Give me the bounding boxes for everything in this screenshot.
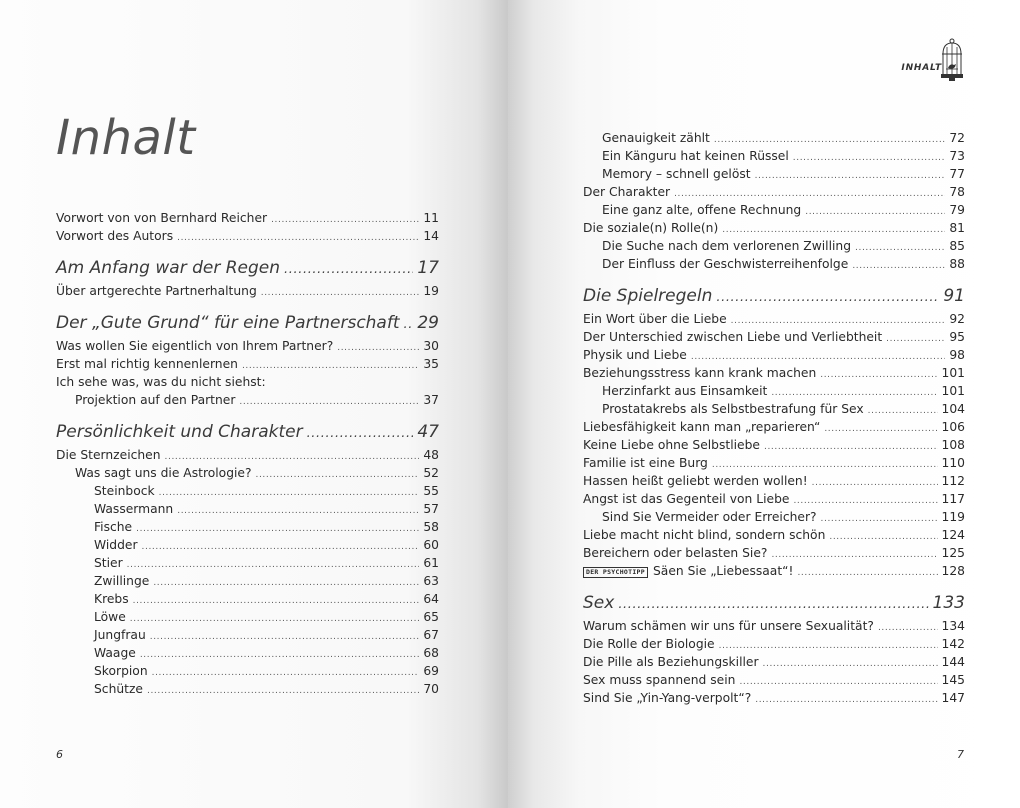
- entry-label: Vorwort von von Bernhard Reicher: [56, 211, 268, 225]
- toc-entry: [583, 653, 965, 671]
- toc-entry: [56, 680, 439, 698]
- page-number-left: 6: [56, 748, 63, 761]
- entry-title: [583, 418, 820, 436]
- entry-title: [94, 554, 123, 572]
- entry-label: Stier: [94, 556, 123, 570]
- toc-entry: [583, 364, 965, 382]
- page-ref: 58: [423, 520, 439, 534]
- entry-label: Beziehungsstress kann krank machen: [583, 366, 817, 380]
- entry-label: Zwillinge: [94, 574, 150, 588]
- toc-entry: [583, 544, 965, 562]
- page-ref: 119: [941, 510, 965, 524]
- page-ref: 81: [949, 221, 965, 235]
- entry-label: Die Spielregeln: [583, 286, 713, 306]
- dot-leader: [797, 564, 937, 582]
- toc-entry: [583, 129, 965, 147]
- entry-title: [602, 255, 848, 273]
- psychotipp-tag: DER PSYCHOTIPP: [583, 567, 648, 578]
- dot-leader: [177, 229, 419, 247]
- toc-section-heading: [583, 284, 965, 308]
- entry-label: Skorpion: [94, 664, 148, 678]
- page-ref: 19: [423, 284, 439, 298]
- dot-leader: [716, 286, 939, 310]
- entry-label: Säen Sie „Liebessaat“!: [653, 564, 794, 578]
- toc-entry: [583, 689, 965, 707]
- toc-entry: [583, 562, 965, 580]
- toc-entry: [56, 355, 439, 373]
- entry-label: Was sagt uns die Astrologie?: [75, 466, 252, 480]
- section-title: [56, 420, 303, 444]
- section-title: [583, 591, 614, 615]
- toc-entry: [56, 282, 439, 300]
- entry-label: Der Einfluss der Geschwisterreihenfolge: [602, 257, 849, 271]
- dot-leader: [618, 593, 928, 617]
- toc-entry: [583, 328, 965, 346]
- entry-label: Schütze: [94, 682, 143, 696]
- entry-label: Jungfrau: [94, 628, 146, 642]
- entry-label: Projektion auf den Partner: [75, 393, 236, 407]
- toc-left: [56, 209, 439, 698]
- toc-entry: [56, 482, 439, 500]
- entry-title: [94, 680, 143, 698]
- right-page: [508, 0, 1020, 808]
- dot-leader: [878, 619, 938, 637]
- entry-label: Waage: [94, 646, 136, 660]
- entry-title: [56, 373, 266, 391]
- toc-entry: [583, 400, 965, 418]
- toc-entry: [583, 346, 965, 364]
- entry-title: [94, 590, 129, 608]
- entry-label: Genauigkeit zählt: [602, 131, 710, 145]
- toc-entry: [56, 554, 439, 572]
- page-ref: 72: [949, 131, 965, 145]
- entry-title: [75, 464, 252, 482]
- toc-section-heading: [56, 420, 439, 444]
- entry-label: Die soziale(n) Rolle(n): [583, 221, 719, 235]
- page-ref: 147: [941, 691, 965, 705]
- entry-title: [56, 355, 238, 373]
- page-ref: 134: [941, 619, 965, 633]
- dot-leader: [852, 257, 945, 275]
- dot-leader: [763, 655, 938, 673]
- toc-entry: [56, 446, 439, 464]
- page-ref: 61: [423, 556, 439, 570]
- toc-entry: [56, 644, 439, 662]
- page-ref: 52: [423, 466, 439, 480]
- running-header: INHALT: [901, 63, 942, 73]
- page-ref: 70: [423, 682, 439, 696]
- dot-leader: [177, 502, 419, 520]
- dot-leader: [307, 422, 414, 446]
- toc-entry: [56, 500, 439, 518]
- toc-entry: [56, 337, 439, 355]
- entry-title: [583, 472, 808, 490]
- page-ref: 88: [949, 257, 965, 271]
- entry-label: Herzinfarkt aus Einsamkeit: [602, 384, 768, 398]
- entry-label: Physik und Liebe: [583, 348, 687, 362]
- entry-title: [94, 626, 146, 644]
- toc-entry: [583, 237, 965, 255]
- entry-label: Keine Liebe ohne Selbstliebe: [583, 438, 760, 452]
- dot-leader: [256, 466, 420, 484]
- page-ref: 57: [423, 502, 439, 516]
- entry-title: [583, 364, 816, 382]
- page-ref: 128: [941, 564, 965, 578]
- dot-leader: [805, 203, 945, 221]
- toc-entry: [583, 147, 965, 165]
- toc-entry: [583, 183, 965, 201]
- entry-label: Erst mal richtig kennenlernen: [56, 357, 238, 371]
- page-ref: 108: [941, 438, 965, 452]
- page-ref: 142: [941, 637, 965, 651]
- entry-label: Angst ist das Gegenteil von Liebe: [583, 492, 790, 506]
- toc-entry: [56, 626, 439, 644]
- dot-leader: [159, 484, 420, 502]
- entry-label: Am Anfang war der Regen: [56, 258, 281, 278]
- entry-title: [94, 662, 148, 680]
- dot-leader: [820, 366, 937, 384]
- toc-entry: [583, 617, 965, 635]
- page-ref: 14: [423, 229, 439, 243]
- entry-title: [94, 572, 149, 590]
- toc-entry: [583, 219, 965, 237]
- entry-title: [583, 653, 759, 671]
- page-ref: 47: [417, 422, 439, 442]
- toc-entry: [583, 508, 965, 526]
- page-ref: 110: [941, 456, 965, 470]
- page-ref: 77: [949, 167, 965, 181]
- page-ref: 124: [941, 528, 965, 542]
- page-ref: 67: [423, 628, 439, 642]
- entry-label: Widder: [94, 538, 138, 552]
- toc-entry: [583, 201, 965, 219]
- entry-label: Ein Wort über die Liebe: [583, 312, 727, 326]
- birdcage-icon: [940, 38, 964, 82]
- toc-section-heading: [583, 591, 965, 615]
- entry-label: Persönlichkeit und Charakter: [56, 422, 303, 442]
- toc-entry: [583, 165, 965, 183]
- page-ref: 65: [423, 610, 439, 624]
- toc-entry: [583, 418, 965, 436]
- page-ref: 101: [941, 384, 965, 398]
- dot-leader: [821, 510, 938, 528]
- entry-label: Sind Sie Vermeider oder Erreicher?: [602, 510, 817, 524]
- toc-entry: [56, 518, 439, 536]
- entry-title: [94, 536, 138, 554]
- entry-title: [56, 446, 161, 464]
- left-page: [0, 0, 508, 808]
- entry-title: [583, 562, 793, 580]
- entry-label: Bereichern oder belasten Sie?: [583, 546, 768, 560]
- entry-title: [602, 382, 767, 400]
- page-ref: 106: [941, 420, 965, 434]
- entry-label: Der Charakter: [583, 185, 671, 199]
- dot-leader: [271, 211, 419, 229]
- toc-entry: [583, 382, 965, 400]
- dot-leader: [150, 628, 420, 646]
- page-ref: 85: [949, 239, 965, 253]
- page-ref: 78: [949, 185, 965, 199]
- dot-leader: [284, 258, 413, 282]
- dot-leader: [239, 393, 419, 411]
- page-ref: 68: [423, 646, 439, 660]
- entry-title: [94, 518, 132, 536]
- entry-title: [583, 328, 882, 346]
- entry-label: Die Pille als Beziehungskiller: [583, 655, 759, 669]
- dot-leader: [136, 520, 419, 538]
- dot-leader: [771, 546, 937, 564]
- entry-title: [56, 227, 173, 245]
- page-number-right: 7: [957, 748, 964, 761]
- toc-entry: [56, 608, 439, 626]
- page-title: Inhalt: [56, 110, 196, 166]
- page-ref: 91: [943, 286, 965, 306]
- entry-label: Sex: [583, 593, 615, 613]
- toc-entry: [583, 635, 965, 653]
- entry-label: Krebs: [94, 592, 129, 606]
- entry-title: [602, 147, 789, 165]
- toc-entry: [583, 436, 965, 454]
- entry-title: [583, 671, 735, 689]
- dot-leader: [886, 330, 945, 348]
- toc-entry: [583, 526, 965, 544]
- page-ref: 98: [949, 348, 965, 362]
- page-ref: 29: [417, 313, 439, 333]
- entry-title: [56, 337, 333, 355]
- entry-title: [94, 482, 155, 500]
- entry-label: Steinbock: [94, 484, 155, 498]
- entry-label: Die Rolle der Biologie: [583, 637, 715, 651]
- entry-title: [602, 129, 710, 147]
- dot-leader: [337, 339, 419, 357]
- page-ref: 95: [949, 330, 965, 344]
- dot-leader: [855, 239, 945, 257]
- entry-title: [583, 454, 708, 472]
- entry-title: [56, 209, 267, 227]
- dot-leader: [793, 149, 946, 167]
- entry-title: [583, 617, 874, 635]
- page-ref: 101: [941, 366, 965, 380]
- section-title: [583, 284, 712, 308]
- page-ref: 133: [932, 593, 965, 613]
- entry-label: Ich sehe was, was du nicht siehst:: [56, 375, 266, 389]
- page-ref: 117: [941, 492, 965, 506]
- page-ref: 144: [941, 655, 965, 669]
- page-ref: 79: [949, 203, 965, 217]
- page-ref: 104: [941, 402, 965, 416]
- page-ref: 92: [949, 312, 965, 326]
- toc-entry: [583, 490, 965, 508]
- entry-title: [583, 526, 825, 544]
- page-ref: 69: [423, 664, 439, 678]
- page-ref: 55: [423, 484, 439, 498]
- dot-leader: [140, 646, 420, 664]
- page-ref: 35: [423, 357, 439, 371]
- dot-leader: [824, 420, 937, 438]
- entry-label: Hassen heißt geliebt werden wollen!: [583, 474, 808, 488]
- dot-leader: [147, 682, 419, 700]
- page-ref: 17: [417, 258, 439, 278]
- entry-label: Ein Känguru hat keinen Rüssel: [602, 149, 789, 163]
- page-ref: 37: [423, 393, 439, 407]
- entry-label: Liebe macht nicht blind, sondern schön: [583, 528, 826, 542]
- entry-title: [602, 400, 864, 418]
- page-ref: 60: [423, 538, 439, 552]
- dot-leader: [242, 357, 419, 375]
- entry-label: Löwe: [94, 610, 126, 624]
- toc-entry: [56, 464, 439, 482]
- entry-title: [583, 436, 760, 454]
- entry-title: [602, 508, 817, 526]
- page-ref: 64: [423, 592, 439, 606]
- dot-leader: [755, 691, 937, 709]
- entry-title: [583, 310, 727, 328]
- entry-label: Liebesfähigkeit kann man „reparieren“: [583, 420, 821, 434]
- entry-title: [602, 237, 851, 255]
- entry-title: [583, 346, 687, 364]
- entry-label: Die Suche nach dem verlorenen Zwilling: [602, 239, 852, 253]
- toc-right: [583, 129, 965, 707]
- dot-leader: [261, 284, 420, 302]
- toc-entry: [56, 662, 439, 680]
- toc-entry: [583, 472, 965, 490]
- entry-label: Eine ganz alte, offene Rechnung: [602, 203, 802, 217]
- entry-title: [56, 282, 257, 300]
- entry-label: Sex muss spannend sein: [583, 673, 736, 687]
- entry-label: Prostatakrebs als Selbstbestrafung für Sex: [602, 402, 864, 416]
- toc-section-heading: [56, 311, 439, 335]
- entry-title: [583, 544, 767, 562]
- toc-entry: [56, 209, 439, 227]
- entry-title: [94, 500, 173, 518]
- entry-title: [583, 219, 718, 237]
- entry-title: [583, 183, 670, 201]
- entry-title: [583, 490, 789, 508]
- entry-label: Warum schämen wir uns für unsere Sexualität?: [583, 619, 874, 633]
- toc-entry: [583, 310, 965, 328]
- entry-label: Memory – schnell gelöst: [602, 167, 751, 181]
- toc-entry: [56, 373, 439, 391]
- page-ref: 145: [941, 673, 965, 687]
- dot-leader: [812, 474, 938, 492]
- entry-label: Vorwort des Autors: [56, 229, 174, 243]
- page-ref: 48: [423, 448, 439, 462]
- toc-section-heading: [56, 256, 439, 280]
- entry-label: Fische: [94, 520, 133, 534]
- page-ref: 63: [423, 574, 439, 588]
- entry-label: Der Unterschied zwischen Liebe und Verliebtheit: [583, 330, 883, 344]
- dot-leader: [755, 167, 946, 185]
- toc-entry: [56, 590, 439, 608]
- page-ref: 125: [941, 546, 965, 560]
- entry-title: [602, 201, 801, 219]
- entry-label: Was wollen Sie eigentlich von Ihrem Partner?: [56, 339, 334, 353]
- page-ref: 112: [941, 474, 965, 488]
- dot-leader: [404, 313, 414, 337]
- dot-leader: [739, 673, 937, 691]
- toc-entry: [583, 454, 965, 472]
- dot-leader: [130, 610, 420, 628]
- dot-leader: [127, 556, 420, 574]
- toc-entry: [56, 572, 439, 590]
- entry-label: Wassermann: [94, 502, 174, 516]
- section-title: [56, 311, 400, 335]
- dot-leader: [142, 538, 420, 556]
- dot-leader: [829, 528, 937, 546]
- entry-title: [94, 644, 136, 662]
- entry-label: Die Sternzeichen: [56, 448, 161, 462]
- entry-label: Der „Gute Grund“ für eine Partnerschaft: [56, 313, 400, 333]
- entry-label: Sind Sie „Yin-Yang-verpolt“?: [583, 691, 752, 705]
- entry-title: [94, 608, 126, 626]
- toc-entry: [56, 391, 439, 409]
- dot-leader: [152, 664, 420, 682]
- entry-title: [75, 391, 235, 409]
- page-ref: 73: [949, 149, 965, 163]
- toc-entry: [583, 671, 965, 689]
- page-ref: 30: [423, 339, 439, 353]
- page-ref: 11: [423, 211, 439, 225]
- entry-title: [602, 165, 751, 183]
- dot-leader: [868, 402, 938, 420]
- dot-leader: [764, 438, 938, 456]
- entry-title: [583, 689, 751, 707]
- toc-entry: [56, 227, 439, 245]
- entry-title: [583, 635, 715, 653]
- section-title: [56, 256, 280, 280]
- dot-leader: [153, 574, 419, 592]
- dot-leader: [133, 592, 420, 610]
- toc-entry: [56, 536, 439, 554]
- toc-entry: [583, 255, 965, 273]
- entry-label: Familie ist eine Burg: [583, 456, 708, 470]
- entry-label: Über artgerechte Partnerhaltung: [56, 284, 257, 298]
